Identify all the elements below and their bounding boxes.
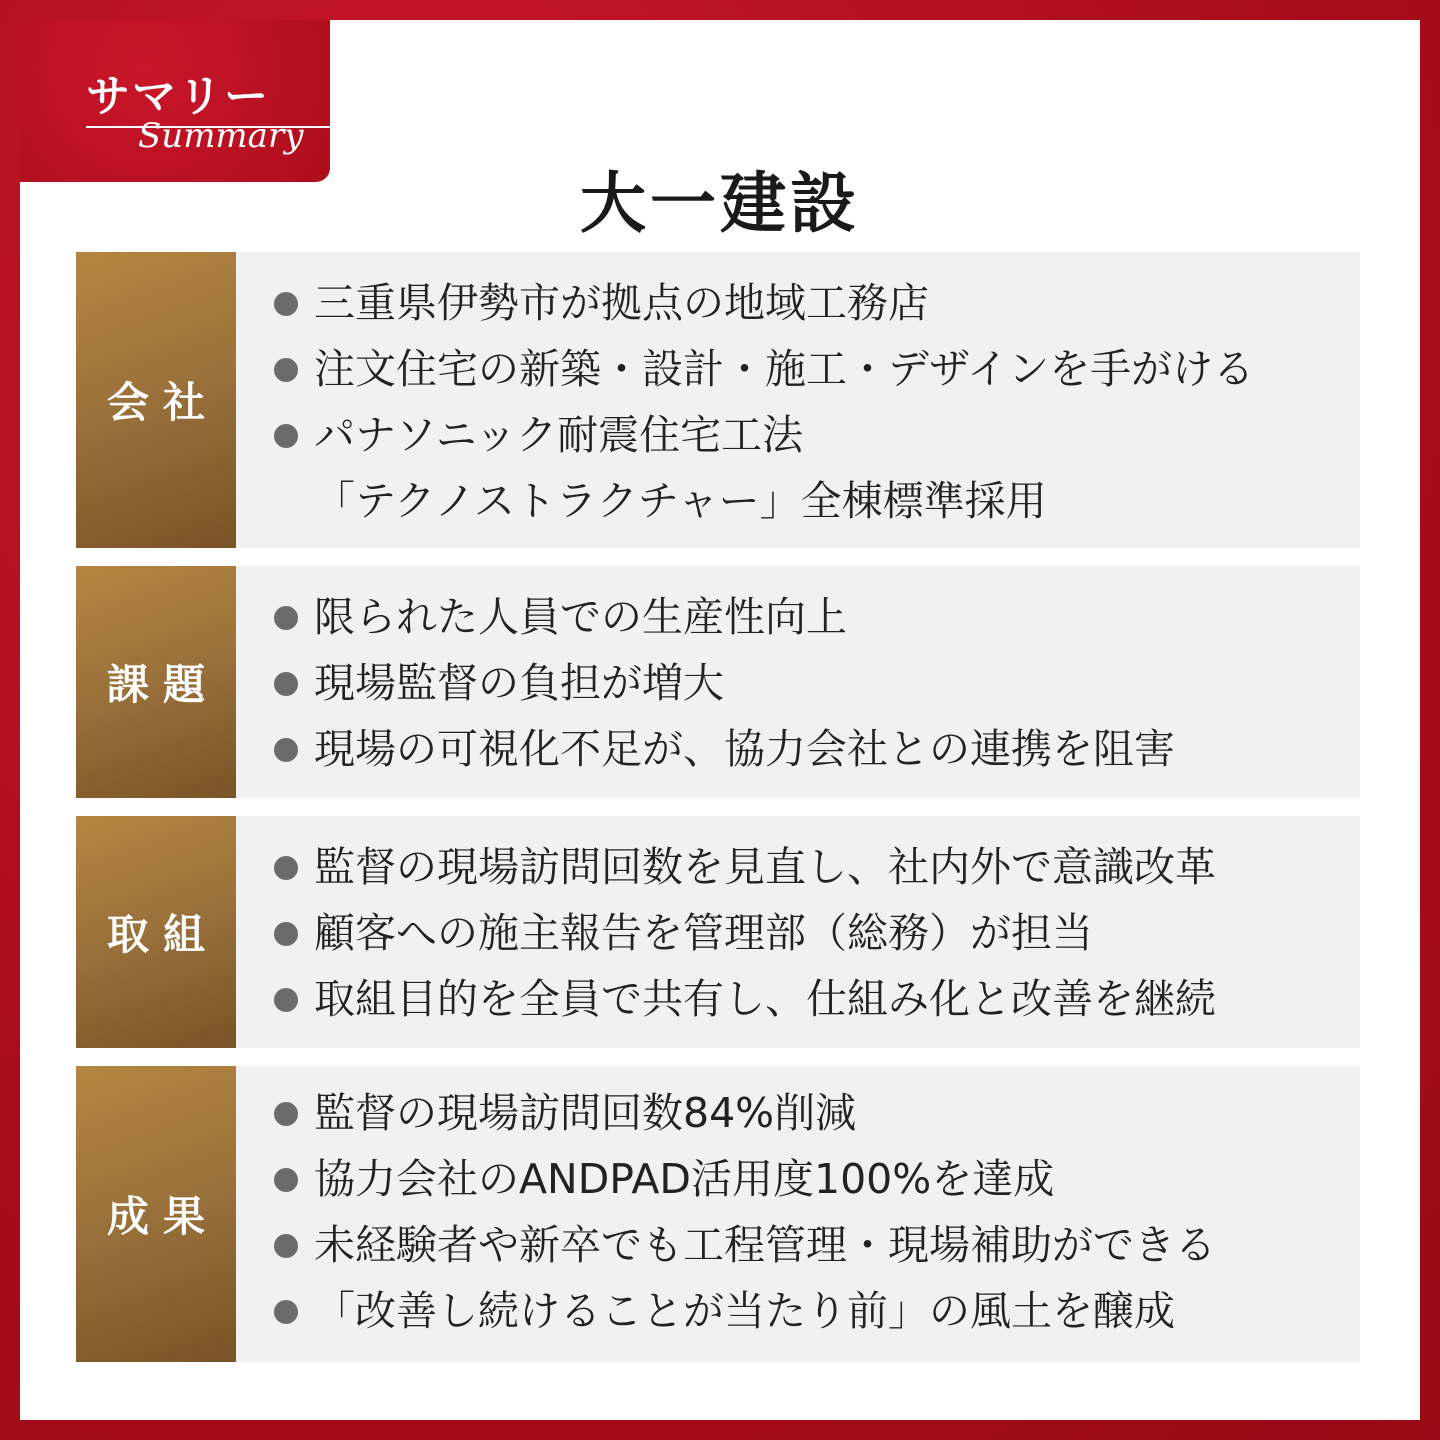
item-text: 「改善し続けることが当たり前」の風土を醸成 xyxy=(314,1287,1175,1335)
bullet-icon xyxy=(274,358,298,382)
item-text: 注文住宅の新築・設計・施工・デザインを手がける xyxy=(314,345,1255,393)
list-item xyxy=(272,900,1350,966)
bullet-icon xyxy=(274,1234,298,1258)
bullet-icon xyxy=(274,988,298,1012)
list-item xyxy=(272,1212,1350,1278)
item-text: 顧客への施主報告を管理部（総務）が担当 xyxy=(314,909,1093,957)
list-item xyxy=(272,966,1350,1032)
item-text: 三重県伊勢市が拠点の地域工務店 xyxy=(314,279,929,327)
bullet-icon xyxy=(274,292,298,316)
list-item xyxy=(272,1080,1350,1146)
item-list xyxy=(272,1080,1350,1344)
bullet-icon xyxy=(274,1168,298,1192)
bullet-icon xyxy=(274,738,298,762)
bullet-icon xyxy=(274,856,298,880)
section-label: 課題 xyxy=(76,566,236,798)
item-text: 現場監督の負担が増大 xyxy=(314,659,724,707)
badge-title: サマリー xyxy=(86,71,270,122)
section-label: 成果 xyxy=(76,1066,236,1362)
bullet-icon xyxy=(274,672,298,696)
item-text: 取組目的を全員で共有し、仕組み化と改善を継続 xyxy=(314,975,1216,1023)
list-item-continuation xyxy=(272,468,1350,534)
item-text: 未経験者や新卒でも工程管理・現場補助ができる xyxy=(314,1221,1216,1269)
item-text: 監督の現場訪問回数を見直し、社内外で意識改革 xyxy=(314,843,1216,891)
item-text: 協力会社のANDPAD活用度100%を達成 xyxy=(314,1155,1055,1203)
item-text: 現場の可視化不足が、協力会社との連携を阻害 xyxy=(314,725,1175,773)
section-label: 取組 xyxy=(76,816,236,1048)
list-item xyxy=(272,584,1350,650)
bullet-icon xyxy=(274,922,298,946)
section-issues xyxy=(76,566,1360,798)
bullet-icon xyxy=(274,424,298,448)
badge-script: Summary xyxy=(138,116,304,156)
bullet-icon xyxy=(274,1102,298,1126)
list-item xyxy=(272,1146,1350,1212)
item-list xyxy=(272,270,1350,534)
bullet-icon xyxy=(274,1300,298,1324)
item-text: パナソニック耐震住宅工法 xyxy=(314,411,804,459)
bullet-icon xyxy=(274,606,298,630)
section-label: 会社 xyxy=(76,252,236,548)
section-initiatives xyxy=(76,816,1360,1048)
item-text: 「テクノストラクチャー」全棟標準採用 xyxy=(314,477,1047,525)
page-title: 大一建設 xyxy=(580,165,860,242)
list-item xyxy=(272,716,1350,782)
item-text: 限られた人員での生産性向上 xyxy=(314,593,847,641)
item-list xyxy=(272,834,1350,1032)
list-item xyxy=(272,650,1350,716)
list-item xyxy=(272,402,1350,468)
section-company xyxy=(76,252,1360,548)
item-text: 監督の現場訪問回数84%削減 xyxy=(314,1089,857,1137)
list-item xyxy=(272,1278,1350,1344)
section-results xyxy=(76,1066,1360,1362)
list-item xyxy=(272,270,1350,336)
list-item xyxy=(272,336,1350,402)
item-list xyxy=(272,584,1350,782)
list-item xyxy=(272,834,1350,900)
